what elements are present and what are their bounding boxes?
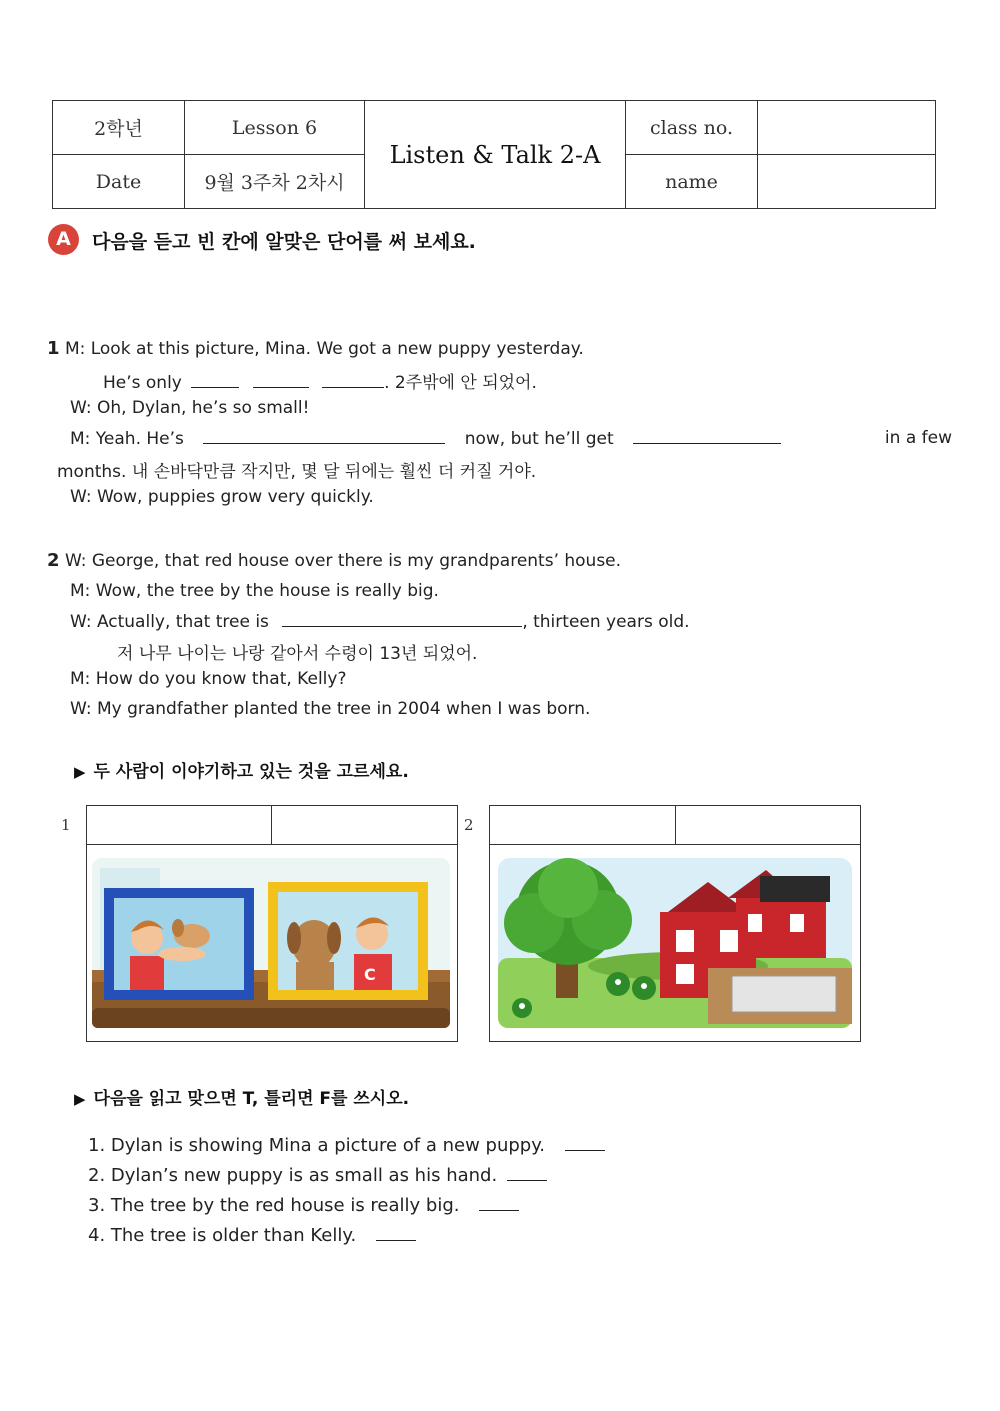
dialog1-line2-start: He’s only (103, 373, 182, 393)
picture2-box (489, 805, 861, 1042)
name-label: name (626, 155, 758, 209)
dialog1-number: 1 (47, 338, 60, 359)
section-a-instruction: 다음을 듣고 빈 칸에 알맞은 단어를 써 보세요. (92, 231, 476, 253)
dialog2-line1-text: W: George, that red house over there is my grandparents’ house. (64, 551, 622, 571)
tf-item-4-text: 4. The tree is older than Kelly. (88, 1225, 357, 1246)
dialog1-line4 (70, 428, 952, 449)
dialog1-line1-text: M: Look at this picture, Mina. We got a new puppy yesterday. (64, 339, 584, 359)
tf-instruction: 다음을 읽고 맞으면 T, 틀리면 F를 쓰시오. (93, 1089, 410, 1109)
picture2-answer-cell-left[interactable] (490, 806, 676, 845)
blank-1d[interactable] (203, 428, 445, 444)
tf-answer-1[interactable] (565, 1135, 605, 1151)
blank-1b[interactable] (253, 372, 309, 388)
dialog1-line2 (103, 368, 537, 393)
tf-answer-3[interactable] (479, 1195, 519, 1211)
triangle-marker-icon: ▶ (74, 763, 86, 781)
picture1-box (86, 805, 458, 1042)
dialog2-line3-b: , thirteen years old. (522, 612, 690, 632)
svg-text:C: C (364, 965, 376, 984)
blank-2a[interactable] (282, 611, 522, 627)
triangle-marker-icon: ▶ (74, 1090, 86, 1108)
picture1-answer-cell-left[interactable] (87, 806, 272, 845)
blank-1a[interactable] (191, 372, 239, 388)
class-label: class no. (626, 101, 758, 155)
dialog1-line1 (47, 338, 584, 359)
dialog1-line5: months. 내 손바닥만큼 작지만, 몇 달 뒤에는 훨씬 더 커질 거야. (57, 462, 537, 482)
date-value: 9월 3주차 2차시 (185, 155, 365, 209)
dialog2-line5: M: How do you know that, Kelly? (70, 669, 347, 689)
dialog2-line4: 저 나무 나이는 나랑 같아서 수령이 13년 되었어. (117, 644, 478, 664)
dialog1-line4-c: in a few (884, 428, 952, 448)
class-value-field[interactable] (758, 101, 936, 155)
tf-item-3-text: 3. The tree by the red house is really big. (88, 1195, 460, 1216)
date-label: Date (53, 155, 185, 209)
house-and-tree-illustration (498, 858, 852, 1028)
picture2-answer-cell-right[interactable] (676, 806, 860, 845)
choose-instruction-row (74, 757, 409, 782)
name-value-field[interactable] (758, 155, 936, 209)
tf-instruction-row (74, 1084, 409, 1109)
tf-item-2-text: 2. Dylan’s new puppy is as small as his hand. (88, 1165, 498, 1186)
dialog1-line4-b: now, but he’ll get (464, 429, 614, 449)
section-a-badge: A (48, 224, 79, 255)
dialog2-number: 2 (47, 550, 60, 571)
lesson-cell: Lesson 6 (185, 101, 365, 155)
dialog1-line4-a: M: Yeah. He’s (70, 429, 184, 449)
tf-item-1 (88, 1135, 605, 1156)
blank-1e[interactable] (633, 428, 781, 444)
blank-1c[interactable] (322, 372, 384, 388)
picture1-answer-cell-right[interactable] (272, 806, 457, 845)
dialog2-line6: W: My grandfather planted the tree in 2004 when I was born. (70, 699, 591, 719)
choose-instruction: 두 사람이 이야기하고 있는 것을 고르세요. (93, 762, 409, 782)
dialog1-line2-end: . 2주밖에 안 되었어. (384, 373, 537, 393)
picture2-number: 2 (464, 816, 474, 834)
dialog1-line3: W: Oh, Dylan, he’s so small! (70, 398, 310, 418)
header-table (52, 100, 936, 209)
worksheet-title: Listen & Talk 2-A (365, 101, 626, 209)
dialog1-line6: W: Wow, puppies grow very quickly. (70, 487, 374, 507)
tf-answer-2[interactable] (507, 1165, 547, 1181)
dialog2-line1 (47, 550, 621, 571)
tf-item-3 (88, 1195, 519, 1216)
dialog2-line3 (70, 611, 690, 632)
tf-item-4 (88, 1225, 416, 1246)
dialog2-line3-a: W: Actually, that tree is (70, 612, 269, 632)
dialog2-line2: M: Wow, the tree by the house is really big. (70, 581, 439, 601)
tf-item-2 (88, 1165, 547, 1186)
picture1-number: 1 (61, 816, 71, 834)
picture-frames-illustration (92, 858, 450, 1028)
grade-cell: 2학년 (53, 101, 185, 155)
tf-answer-4[interactable] (376, 1225, 416, 1241)
tf-item-1-text: 1. Dylan is showing Mina a picture of a new puppy. (88, 1135, 546, 1156)
